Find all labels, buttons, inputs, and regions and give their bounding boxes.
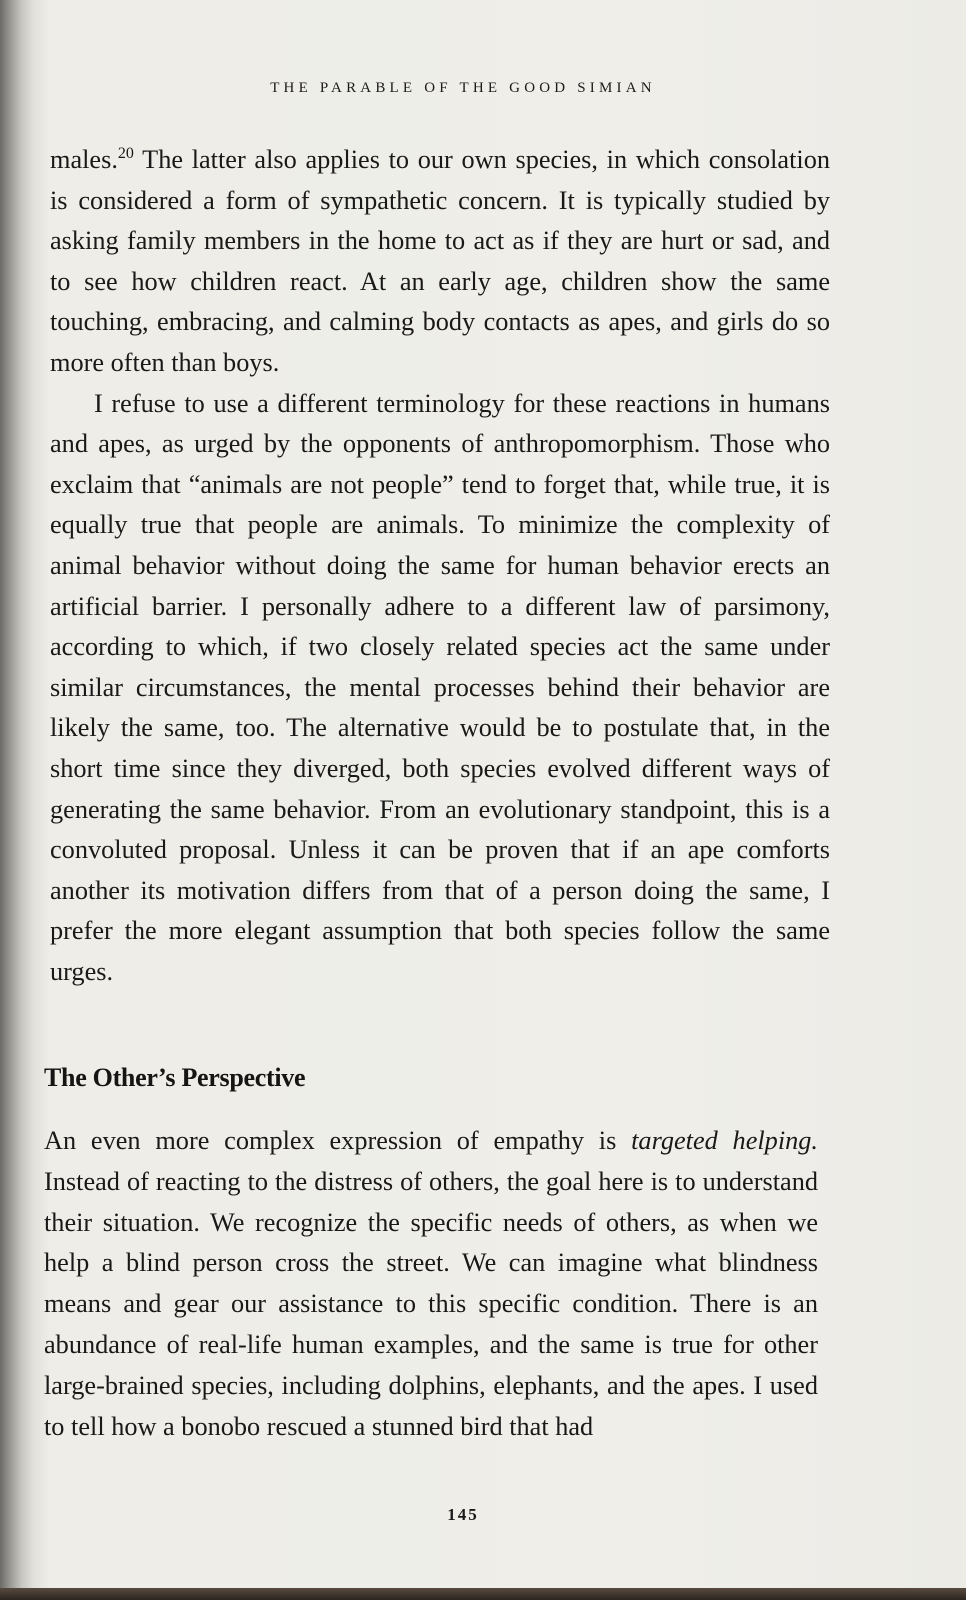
running-head: THE PARABLE OF THE GOOD SIMIAN [270, 80, 656, 96]
section-paragraph [44, 1121, 818, 1447]
section-paragraph-lead: An even more complex expression of empathy is [44, 1126, 632, 1155]
paragraph-1-lead: males. [50, 145, 118, 174]
footnote-marker: 20 [117, 145, 134, 162]
page-number: 145 [447, 1505, 479, 1524]
section-emphasis: targeted helping. [631, 1126, 819, 1155]
section-heading: The Other’s Perspective [44, 1063, 306, 1092]
page-bottom-edge [0, 1588, 966, 1600]
paragraph-1-text: The latter also applies to our own species, in which consolation is considered a form of sympathetic concern. It is typically studied by asking family members in the home to act as if they are hurt or sad, and to see how children react. At an early age, children show the same touching, embracing, and calming body contacts as apes, and girls do so more often than boys. [50, 145, 830, 377]
body-text [50, 140, 830, 992]
paragraph-1 [50, 140, 830, 384]
paragraph-2: I refuse to use a different terminology for these reactions in humans and apes, as urged by the opponents of anthropomorphism. Those who exclaim that “animals are not people” tend to forget that, while true, it is equally true that people are animals. To minimize the complexity of animal behavior without doing the same for human behavior erects an artificial barrier. I personally adhere to a different law of parsimony, according to which, if two closely related species act the same under similar circumstances, the mental processes behind their behavior are likely the same, too. The alternative would be to postulate that, in the short time since they diverged, both species evolved different ways of generating the same behavior. From an evolutionary standpoint, this is a convoluted proposal. Unless it can be proven that if an ape comforts another its motivation differs from that of a person doing the same, I prefer the more elegant assumption that both species follow the same urges. [50, 388, 830, 986]
section-body [44, 1121, 818, 1447]
section-paragraph-text: Instead of reacting to the distress of others, the goal here is to understand their situation. We recognize the specific needs of others, as when we help a blind person cross the street. We can imagine what blindness means and gear our assistance to this specific condition. There is an abundance of real-life human examples, and the same is true for other large-brained species, including dolphins, elephants, and the apes. I used to tell how a bonobo rescued a stunned bird that had [44, 1166, 818, 1441]
